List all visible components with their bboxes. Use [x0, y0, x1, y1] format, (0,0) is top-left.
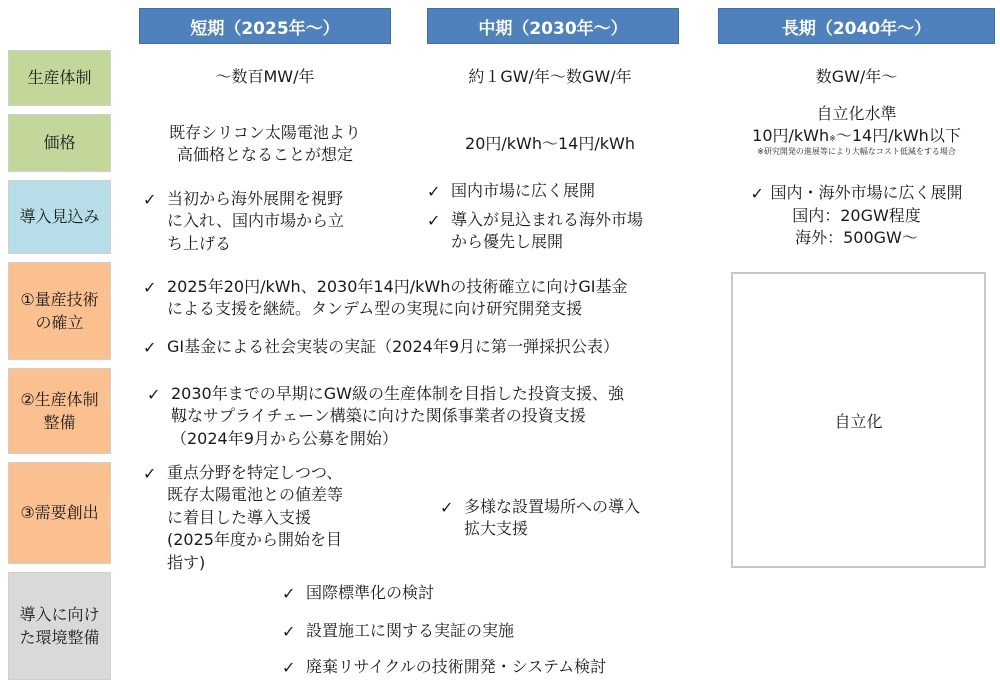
row-label-outlook-text: 導入見込み — [19, 207, 100, 227]
outlook-mid-text-1: 国内市場に広く展開 — [451, 181, 596, 200]
demand-text-1: 重点分野を特定しつつ、 既存太陽電池との値差等 に着目した導入支援 (2025年度から開始を目 指す) — [167, 463, 344, 572]
outlook-mid-text-2: 導入が見込まれる海外市場 から優先し展開 — [451, 210, 644, 252]
tech-text-1: 2025年20円/kWh、2030年14円/kWhの技術確立に向けGI基金 による支援を継続。タンデム型の実現に向け研究開発支援 — [167, 277, 628, 319]
row-label-production — [8, 50, 111, 106]
environment-text-2: 設置施工に関する実証の実施 — [306, 621, 515, 640]
autonomy-box — [731, 272, 986, 568]
production-long: 数GW/年～ — [815, 67, 898, 86]
phase-header-short — [139, 8, 391, 44]
check-icon: ✓ — [750, 184, 764, 203]
row-label-demand-text: ③需要創出 — [20, 503, 99, 523]
system-text-1: 2030年までの早期にGW級の生産体制を目指した投資支援、強 靱なサプライチェーン構築に向けた関係事業者の投資支援 （2024年9月から公募を開始） — [171, 384, 624, 448]
price-long — [718, 103, 995, 157]
check-icon: ✓ — [143, 190, 157, 209]
check-icon: ✓ — [282, 584, 296, 603]
outlook-mid-item-1 — [427, 180, 697, 203]
check-icon: ✓ — [427, 211, 441, 230]
production-short: ～数百MW/年 — [215, 67, 315, 86]
production-mid: 約１GW/年～数GW/年 — [468, 67, 632, 86]
phase-mid-label: 中期（2030年～） — [478, 18, 628, 39]
check-icon: ✓ — [143, 278, 157, 297]
outlook-short-text: 当初から海外展開を視野 に入れ、国内市場から立 ち上げる — [167, 189, 344, 253]
row-label-outlook — [8, 180, 111, 254]
demand-item-2 — [440, 496, 700, 541]
outlook-long-text-3: 海外：500GW～ — [795, 228, 918, 248]
row-label-environment — [8, 572, 111, 680]
phase-long-label: 長期（2040年～） — [781, 18, 932, 39]
price-long-min: 10円/kWh — [752, 126, 830, 146]
outlook-long-item-1 — [718, 182, 995, 205]
phase-header-mid — [427, 8, 679, 44]
outlook-long-text-2: 国内：20GW程度 — [792, 206, 921, 226]
outlook-short-item — [143, 188, 393, 255]
row-label-price — [8, 114, 111, 172]
row-label-system-text: ②生産体制 整備 — [20, 389, 99, 432]
check-icon: ✓ — [143, 338, 157, 357]
environment-text-3: 廃棄リサイクルの技術開発・システム検討 — [306, 657, 607, 676]
price-long-range — [718, 125, 995, 147]
environment-item-2 — [282, 620, 702, 643]
row-label-environment-text: 導入に向け た環境整備 — [19, 604, 100, 647]
price-long-note: ※研究開発の進展等により大幅なコスト低減をする場合 — [757, 147, 956, 157]
check-icon: ✓ — [440, 498, 454, 517]
tech-item-2 — [143, 336, 703, 359]
price-mid: 20円/kWh～14円/kWh — [465, 134, 635, 153]
tech-item-1 — [143, 276, 703, 321]
check-icon: ✓ — [147, 385, 161, 404]
row-label-demand — [8, 462, 111, 564]
row-label-system — [8, 368, 111, 454]
autonomy-label: 自立化 — [834, 411, 883, 431]
system-item-1 — [147, 383, 707, 450]
environment-text-1: 国際標準化の検討 — [306, 583, 435, 602]
check-icon: ✓ — [282, 658, 296, 677]
row-label-tech-text: ①量産技術 の確立 — [20, 289, 99, 332]
price-long-max: ～14円/kWh以下 — [835, 126, 961, 146]
demand-text-2: 多様な設置場所への導入 拡大支援 — [464, 497, 641, 539]
check-icon: ✓ — [427, 182, 441, 201]
tech-text-2: GI基金による社会実装の実証（2024年9月に第一弾採択公表） — [167, 337, 620, 356]
price-short: 既存シリコン太陽電池より 高価格となることが想定 — [169, 123, 361, 165]
phase-short-label: 短期（2025年～） — [190, 18, 340, 39]
check-icon: ✓ — [282, 622, 296, 641]
row-label-price-text: 価格 — [43, 133, 76, 153]
check-icon: ✓ — [143, 464, 157, 483]
price-long-title: 自立化水準 — [816, 104, 897, 123]
demand-item-1 — [143, 462, 403, 574]
outlook-long — [718, 182, 995, 250]
outlook-long-text-1: 国内・海外市場に広く展開 — [770, 183, 963, 202]
row-label-production-text: 生産体制 — [27, 68, 92, 88]
environment-item-3 — [282, 656, 702, 679]
outlook-mid-item-2 — [427, 209, 697, 254]
row-label-tech — [8, 262, 111, 360]
environment-item-1 — [282, 582, 702, 605]
phase-header-long — [718, 8, 995, 44]
price-long-mark: ※ — [829, 134, 836, 144]
